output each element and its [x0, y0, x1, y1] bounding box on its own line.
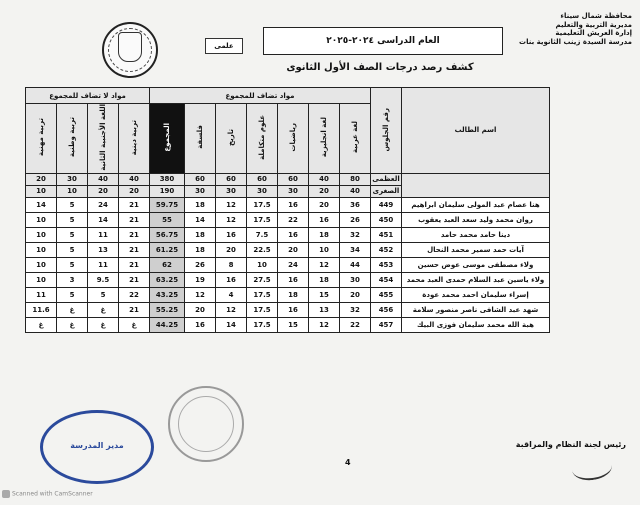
student-name: هنا عصام عبد المولى سليمان ابراهيم	[402, 197, 550, 212]
header-line: محافظة شمال سيناء	[560, 12, 632, 20]
mark-cell: 24	[278, 257, 309, 272]
student-name: ولاء ياسين عبد السلام حمدى العبد محمد	[402, 272, 550, 287]
total-cell: 63.25	[150, 272, 185, 287]
subject-header: فلسفة	[185, 104, 216, 174]
subject-header: لغة انجليزية	[309, 104, 340, 174]
seat-number: 449	[371, 197, 402, 212]
mark-cell: 17.5	[247, 197, 278, 212]
min-cell: 20	[309, 185, 340, 197]
min-cell: 10	[57, 185, 88, 197]
scanner-watermark: Scanned with CamScanner	[2, 490, 93, 498]
min-cell: 40	[340, 185, 371, 197]
mark-cell: 16	[278, 227, 309, 242]
mark-cell: 12	[185, 287, 216, 302]
mark-cell: غ	[57, 317, 88, 332]
subject-header: تربية دينية	[119, 104, 150, 174]
subject-header: تربية وطنية	[57, 104, 88, 174]
mark-cell: 7.5	[247, 227, 278, 242]
mark-cell: 12	[216, 197, 247, 212]
min-cell: 30	[278, 185, 309, 197]
mark-cell: 21	[119, 302, 150, 317]
mark-cell: غ	[26, 317, 57, 332]
school-seal-icon	[168, 386, 244, 462]
mark-cell: 30	[340, 272, 371, 287]
total-header: المجموع	[150, 104, 185, 174]
min-cell: 30	[185, 185, 216, 197]
mark-cell: 18	[185, 242, 216, 257]
subject-header: اللغة الأجنبية الثانية	[88, 104, 119, 174]
mark-cell: 44	[340, 257, 371, 272]
max-cell: 40	[119, 173, 150, 185]
total-cell: 55.25	[150, 302, 185, 317]
academic-year: العام الدراسى ٢٠٢٤-٢٠٢٥	[263, 27, 503, 55]
mark-cell: 16	[216, 272, 247, 287]
student-name: آيات حمد سمير محمد النحال	[402, 242, 550, 257]
table-row	[26, 272, 550, 287]
mark-cell: 3	[57, 272, 88, 287]
mark-cell: 11	[88, 257, 119, 272]
table-row	[26, 242, 550, 257]
min-cell: 10	[26, 185, 57, 197]
mark-cell: 36	[340, 197, 371, 212]
mark-cell: 18	[278, 287, 309, 302]
not-added-group-header: مواد لا تضاف للمجموع	[26, 88, 150, 104]
mark-cell: 18	[309, 227, 340, 242]
ministry-logo-icon	[102, 22, 158, 78]
total-cell: 56.75	[150, 227, 185, 242]
mark-cell: 4	[216, 287, 247, 302]
header-line: إدارة العريش التعليمية	[555, 29, 632, 38]
mark-cell: 14	[185, 212, 216, 227]
page-title: كشف رصد درجات الصف الأول الثانوى	[286, 62, 474, 73]
mark-cell: 14	[88, 212, 119, 227]
mark-cell: 26	[185, 257, 216, 272]
subject-header: لغة عربية	[340, 104, 371, 174]
student-name: روان محمد وليد سعد العبد يعقوب	[402, 212, 550, 227]
mark-cell: 16	[185, 317, 216, 332]
min-cell: 30	[247, 185, 278, 197]
min-label: الصغرى	[371, 185, 402, 197]
mark-cell: 5	[57, 227, 88, 242]
mark-cell: 12	[309, 257, 340, 272]
max-cell: 40	[309, 173, 340, 185]
header-line: مديرية التربية والتعليم	[555, 20, 632, 29]
mark-cell: 21	[119, 257, 150, 272]
mark-cell: 20	[340, 287, 371, 302]
max-label: العظمى	[372, 175, 400, 184]
mark-cell: غ	[119, 317, 150, 332]
mark-cell: 21	[119, 197, 150, 212]
subject-header: رياضيات	[278, 104, 309, 174]
mark-cell: 5	[57, 287, 88, 302]
mark-cell: 24	[88, 197, 119, 212]
mark-cell: 10	[26, 227, 57, 242]
header-line: مدرسة السيدة زينب الثانوية بنات	[519, 37, 632, 46]
max-cell: 60	[278, 173, 309, 185]
grades-table	[25, 87, 550, 333]
student-name: شهد عبد الشافى ناصر منصور سلامة	[402, 302, 550, 317]
max-cell: 80	[340, 173, 371, 185]
mark-cell: 21	[119, 242, 150, 257]
camscanner-icon	[2, 490, 10, 498]
mark-cell: 26	[340, 212, 371, 227]
seat-number: 452	[371, 242, 402, 257]
page-number: 4	[345, 458, 351, 467]
mark-cell: 11.6	[26, 302, 57, 317]
table-row	[26, 227, 550, 242]
min-cell: 20	[88, 185, 119, 197]
student-name: ولاء مصطفى موسى عوض حسين	[402, 257, 550, 272]
mark-cell: 22	[278, 212, 309, 227]
mark-cell: 5	[57, 197, 88, 212]
mark-cell: 17.5	[247, 302, 278, 317]
mark-cell: 13	[309, 302, 340, 317]
mark-cell: 15	[309, 287, 340, 302]
mark-cell: 14	[26, 197, 57, 212]
mark-cell: 11	[26, 287, 57, 302]
max-cell: 40	[88, 173, 119, 185]
added-group-header: مواد تضاف للمجموع	[150, 88, 371, 104]
mark-cell: غ	[88, 317, 119, 332]
mark-cell: 10	[26, 242, 57, 257]
total-cell: 61.25	[150, 242, 185, 257]
total-cell: 55	[150, 212, 185, 227]
max-cell: 380	[150, 173, 185, 185]
mark-cell: 13	[88, 242, 119, 257]
mark-cell: 18	[185, 197, 216, 212]
table-row	[26, 302, 550, 317]
max-cell: 30	[57, 173, 88, 185]
mark-cell: 17.5	[247, 317, 278, 332]
mark-cell: 18	[309, 272, 340, 287]
seat-number: 456	[371, 302, 402, 317]
mark-cell: 20	[309, 197, 340, 212]
mark-cell: 16	[278, 302, 309, 317]
mark-cell: 17.5	[247, 212, 278, 227]
student-name: دينا حامد محمد حامد	[402, 227, 550, 242]
mark-cell: غ	[57, 302, 88, 317]
max-cell: 60	[247, 173, 278, 185]
mark-cell: 21	[119, 227, 150, 242]
mark-cell: 22	[340, 317, 371, 332]
table-row	[26, 197, 550, 212]
min-cell: 190	[150, 185, 185, 197]
mark-cell: 16	[278, 272, 309, 287]
mark-cell: 16	[278, 197, 309, 212]
mark-cell: 19	[185, 272, 216, 287]
seat-number: 451	[371, 227, 402, 242]
mark-cell: 8	[216, 257, 247, 272]
mark-cell: 12	[309, 317, 340, 332]
mark-cell: 10	[26, 257, 57, 272]
seat-number: 457	[371, 317, 402, 332]
mark-cell: 12	[216, 212, 247, 227]
table-row	[26, 287, 550, 302]
mark-cell: 20	[216, 242, 247, 257]
mark-cell: 5	[57, 257, 88, 272]
mark-cell: 32	[340, 302, 371, 317]
mark-cell: 12	[216, 302, 247, 317]
total-cell: 59.75	[150, 197, 185, 212]
mark-cell: 32	[340, 227, 371, 242]
mark-cell: 5	[57, 212, 88, 227]
name-header: اسم الطالب	[402, 88, 550, 174]
mark-cell: 10	[26, 272, 57, 287]
max-marks-row	[26, 173, 550, 185]
mark-cell: 20	[185, 302, 216, 317]
mark-cell: 17.5	[247, 287, 278, 302]
mark-cell: 15	[278, 317, 309, 332]
mark-cell: 16	[216, 227, 247, 242]
seat-number: 455	[371, 287, 402, 302]
school-header	[512, 12, 632, 46]
max-cell: 60	[216, 173, 247, 185]
mark-cell: غ	[88, 302, 119, 317]
mark-cell: 5	[88, 287, 119, 302]
table-row	[26, 257, 550, 272]
seat-number: 450	[371, 212, 402, 227]
min-cell: 30	[216, 185, 247, 197]
signature-label: رئيس لجنة النظام والمراقبة	[515, 440, 626, 449]
seat-header: رقم الجلوس	[371, 88, 402, 174]
mark-cell: 18	[185, 227, 216, 242]
mark-cell: 34	[340, 242, 371, 257]
mark-cell: 21	[119, 272, 150, 287]
seat-number: 453	[371, 257, 402, 272]
student-name: إسراء سليمان احمد محمد عودة	[402, 287, 550, 302]
signature-icon	[571, 453, 614, 482]
principal-stamp-icon	[40, 410, 154, 484]
min-cell: 20	[119, 185, 150, 197]
section-tag: علمى	[205, 38, 243, 54]
mark-cell: 14	[216, 317, 247, 332]
total-cell: 44.25	[150, 317, 185, 332]
mark-cell: 27.5	[247, 272, 278, 287]
mark-cell: 16	[309, 212, 340, 227]
mark-cell: 11	[88, 227, 119, 242]
mark-cell: 9.5	[88, 272, 119, 287]
mark-cell: 22.5	[247, 242, 278, 257]
subject-header: علوم متكاملة	[247, 104, 278, 174]
mark-cell: 10	[309, 242, 340, 257]
subject-header: تاريخ	[216, 104, 247, 174]
student-name: هبة الله محمد سليمان فوزى البيك	[402, 317, 550, 332]
mark-cell: 21	[119, 212, 150, 227]
mark-cell: 20	[278, 242, 309, 257]
table-row	[26, 212, 550, 227]
seat-number: 454	[371, 272, 402, 287]
mark-cell: 10	[26, 212, 57, 227]
max-cell: 60	[185, 173, 216, 185]
mark-cell: 10	[247, 257, 278, 272]
total-cell: 62	[150, 257, 185, 272]
subject-header: تربية مهنية	[26, 104, 57, 174]
mark-cell: 22	[119, 287, 150, 302]
max-cell: 20	[26, 173, 57, 185]
stamp-text: مدير المدرسة	[70, 441, 124, 450]
total-cell: 43.25	[150, 287, 185, 302]
mark-cell: 5	[57, 242, 88, 257]
table-row	[26, 317, 550, 332]
